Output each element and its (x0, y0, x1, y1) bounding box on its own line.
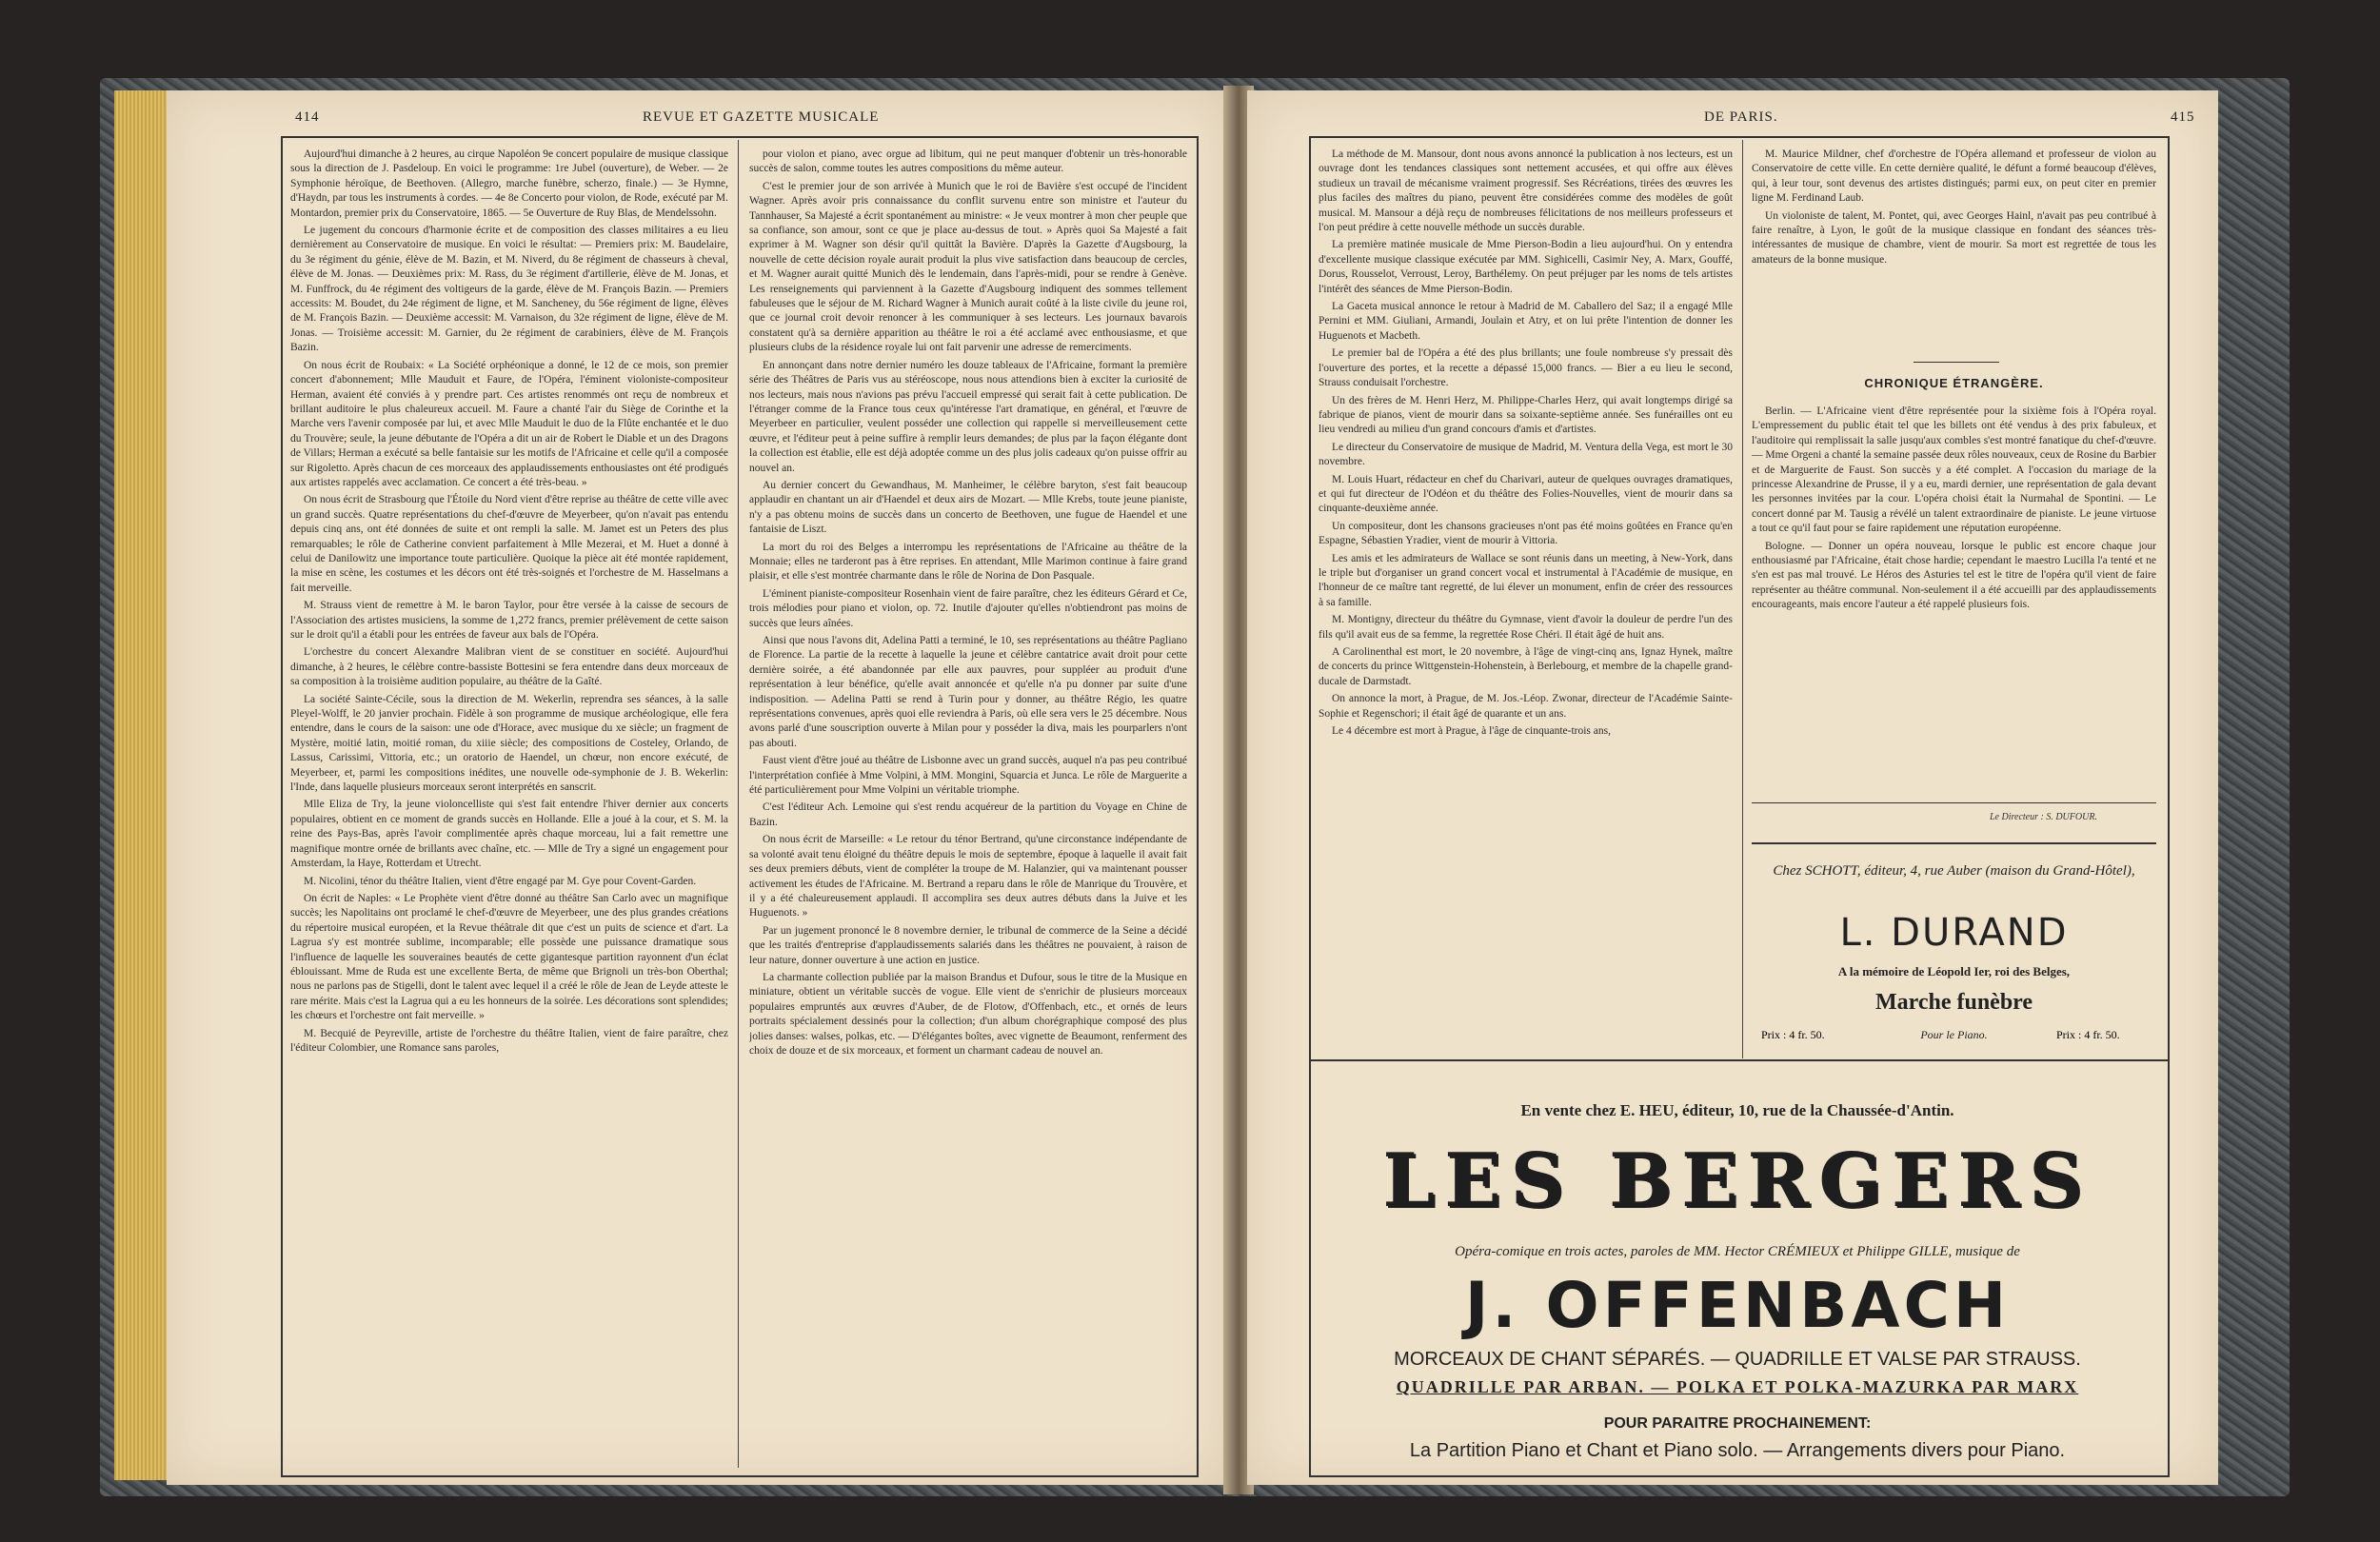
article-paragraph: pour violon et piano, avec orgue ad libitum, qui ne peut manquer d'obtenir un très-honorable succès de salon, comme toutes les autres compositions du même auteur. (749, 148, 1187, 175)
bergers-line-4: La Partition Piano et Chant et Piano solo. — Arrangements divers pour Piano. (1409, 1440, 2066, 1461)
short-rule (1914, 362, 1999, 363)
article-paragraph: On écrit de Naples: « Le Prophète vient d'être donné au théâtre San Carlo avec un magnifique succès; les Napolitains ont proclamé le chef-d'œuvre de Meyerbeer, une des plus grandes créations du répertoire musical européen, et la Revue théâtrale dit que c'est un puits de science et d'art. La Lagrua s'y est montrée sublime, incomparable; elle possède une puissance dramatique sous l'influence de laquelle les souveraines beautés de cette gigantesque partition rayonnent d'un éclat éblouissant. Mme de Ruda est une excellente Berta, de même que Brignoli un très-bon Oberthal; nous ne parlons pas de Stigelli, dont le talent avec lequel il a créé le rôle de Jean de Leyde atteste le rare mérite. Mais c'est la Lagrua qui a eu les honneurs de la soirée. Les décorations sont splendides; les chœurs et l'orchestre ont fait merveille. » (290, 892, 728, 1022)
article-paragraph: C'est l'éditeur Ach. Lemoine qui s'est rendu acquéreur de la partition du Voyage en Chine de Bazin. (749, 801, 1187, 828)
article-paragraph: C'est le premier jour de son arrivée à Munich que le roi de Bavière s'est occupé de l'incident Wagner. Après avoir pris connaissance du conflit survenu entre son ministre et l'auteur du Tannhauser, Sa Majesté a écrit spontanément au ministre: « Je veux montrer à mon cher peuple que sa confiance, son amour, sont ce que je place au-dessus de tout. » Après quoi Sa Majesté a fait exprimer à M. Wagner son désir qu'il quittât la Bavière. D'après la Gazette d'Augsbourg, la nouvelle de cette décision royale aurait produit la plus vive satisfaction dans beaucoup de cercles, et M. Wagner aurait quitté Munich dès le lendemain, dans l'après-midi, pour se rendre à Genève. Les renseignements qui parviennent à la Gazette d'Augsbourg indiquent des sommes tellement fabuleuses que le séjour de M. Richard Wagner à Munich aurait coûté à la liste civile du jeune roi, que ce journal croit devoir renoncer à les communiquer à ses lecteurs. Les journaux bavarois constatent qu'à sa dernière apparition au théâtre le roi a été acclamé avec enthousiasme, et que plusieurs clubs de la résidence royale lui ont fait parvenir une adresse de remerciments. (749, 180, 1187, 354)
left-column-2 (749, 148, 1187, 1466)
article-paragraph: Par un jugement prononcé le 8 novembre dernier, le tribunal de commerce de la Seine a décidé que les traités d'entreprise d'applaudissements salariés dans les théâtres ne pouvaient, à raison de leur nature, donner ouverture à une action en justice. (749, 924, 1187, 966)
article-paragraph: M. Becquié de Peyreville, artiste de l'orchestre du théâtre Italien, vient de faire paraître, chez l'éditeur Colombier, une Romance sans paroles, (290, 1027, 728, 1054)
bergers-seller: En vente chez E. HEU, éditeur, 10, rue de la Chaussée-d'Antin. (1520, 1101, 1954, 1119)
bergers-top-rule (1309, 1059, 2168, 1061)
article-paragraph: La charmante collection publiée par la maison Brandus et Dufour, sous le titre de la Musique en miniature, obtient un véritable succès de vogue. Elle vient de s'enrichir de plusieurs morceaux populaires empruntés aux œuvres d'Auber, de de Flotow, d'Offenbach, etc., et ornés de leurs portraits spécialement dessinés pour la collection; d'un album chorégraphique composé des plus jolies danses: walses, polkas, etc. — D'élégantes boîtes, avec vignette de Beaumont, renferment des choix de douze et de six morceaux, et forment un charmant cadeau de nouvel an. (749, 971, 1187, 1057)
bergers-line-3: POUR PARAITRE PROCHAINEMENT: (1603, 1415, 1872, 1432)
article-paragraph: L'éminent pianiste-compositeur Rosenhain vient de faire paraître, chez les éditeurs Gérard et Ce, trois mélodies pour piano et violon, op. 72. Inutile d'ajouter qu'elles n'obtiendront pas moins de succès que leurs aînées. (749, 587, 1187, 629)
article-paragraph: Mlle Eliza de Try, la jeune violoncelliste qui s'est fait entendre l'hiver dernier aux concerts populaires, obtient en ce moment de grands succès en Hollande. Elle a joué à la cour, et S. M. la reine des Pays-Bas, après l'avoir complimentée après chaque morceau, lui a fait remettre une magnifique montre ornée de brillants avec chaîne, etc. — Mlle de Try a signé un engagement pour Amsterdam, la Haye, Rotterdam et Utrecht. (290, 799, 728, 870)
article-paragraph: Faust vient d'être joué au théâtre de Lisbonne avec un grand succès, auquel n'a pas peu contribué l'interprétation confiée à Mme Volpini, à MM. Mongini, Squarcia et Junca. Le rôle de Marguerite a été particulièrement pour Mme Volpini un véritable triomphe. (749, 755, 1187, 797)
right-page-number: 415 (2171, 109, 2195, 125)
right-column-rule (1742, 140, 1743, 1058)
article-paragraph: M. Maurice Mildner, chef d'orchestre de l'Opéra allemand et professeur de violon au Conservatoire de cette ville. En cette dernière qualité, le défunt a formé beaucoup d'élèves, qui, à leur tour, sont devenus des artistes distingués; parmi eux, on peut citer en premier ligne M. Ferdinand Laub. (1752, 148, 2156, 205)
durand-price-right: Prix : 4 fr. 50. (2056, 1028, 2120, 1041)
right-column-1 (1319, 148, 1733, 1052)
bergers-line-1: MORCEAUX DE CHANT SÉPARÉS. — QUADRILLE ET VALSE PAR STRAUSS. (1394, 1349, 2081, 1370)
chronique-title: CHRONIQUE ÉTRANGÈRE. (1864, 376, 2044, 390)
right-running-head: DE PARIS. (1704, 109, 1778, 125)
article-paragraph: Aujourd'hui dimanche à 2 heures, au cirque Napoléon 9e concert populaire de musique classique sous la direction de J. Pasdeloup. En voici le programme: 1re Jubel (ouverture), de Weber. — 2e Symphonie héroïque, de Beethoven. (Allegro, marche funèbre, scherzo, finale.) — 3e Hymne, d'Haydn, par tous les instruments à cordes. — 4e 8e Concerto pour violon, de Rode, exécuté par M. Montardon, premier prix du Conservatoire, 1865. — 5e Ouverture de Ruy Blas, de Mendelssohn. (290, 148, 728, 219)
durand-composer: L. DURAND (1839, 911, 2069, 955)
article-paragraph: Un compositeur, dont les chansons gracieuses n'ont pas été moins goûtées en France qu'en Espagne, Sébastien Yradier, vient de mourir à Vittoria. (1319, 520, 1733, 547)
book-fore-edge (114, 90, 171, 1480)
right-column-2 (1752, 148, 2156, 338)
article-paragraph: On nous écrit de Roubaix: « La Société orphéonique a donné, le 12 de ce mois, son premier concert d'abonnement; Mlle Mauduit et Faure, de l'Opéra, l'éminent violoniste-compositeur Herman, avaient été conviés à y prendre part. Ces artistes renommés ont reçu de nombreux et brillant auditoire le plus chaleureux accueil. M. Faure a chanté l'air du Siège de Corinthe et la Marche vers l'avenir composée par lui, et avec Mlle Mauduit le duo de la Flûte enchantée et le duo du Trouvère; seule, la jeune débutante de l'Opéra a dit un air de Robert le Diable et un des Dragons de Villars; Herman a exécuté sa belle fantaisie sur les motifs de l'Africaine et celle qu'il a composée sur Rigoletto. Après chacun de ces morceaux des applaudissements enthousiastes ont été prodigués aux artistes rappelés avec acclamation. Ce concert a été très-beau. » (290, 359, 728, 488)
article-paragraph: Le 4 décembre est mort à Prague, à l'âge de cinquante-trois ans, (1332, 725, 1611, 738)
durand-instrument: Pour le Piano. (1920, 1028, 1988, 1041)
durand-publisher: Chez SCHOTT, éditeur, 4, rue Auber (maison du Grand-Hôtel), (1773, 863, 2135, 879)
durand-price-left: Prix : 4 fr. 50. (1761, 1028, 1825, 1041)
article-paragraph: On nous écrit de Marseille: « Le retour du ténor Bertrand, qu'une circonstance indépendante de sa volonté avait tenu éloigné du théâtre depuis le mois de septembre, époque à laquelle il avait fait ses deux premiers débuts, vient de compléter la troupe de M. Halanzier, qui va maintenant pousser activement les études de l'Africaine. M. Bertrand a reparu dans le rôle de Manrique du Trouvère, et il y a été chaleureusement applaudi. Il accomplira ses deux autres débuts dans la Juive et les Huguenots. » (749, 834, 1187, 919)
article-paragraph: En annonçant dans notre dernier numéro les douze tableaux de l'Africaine, formant la première série des Théâtres de Paris vus au stéréoscope, nous nous attendions bien à exciter la curiosité de nos lecteurs, mais nous n'avions pas prévu l'accueil empressé qui serait fait à cette publication. De l'étranger comme de la France tous ceux qu'intéresse l'art dramatique, en général, et l'œuvre de Meyerbeer en particulier, veulent posséder une collection qui rappelle si merveilleusement cette œuvre, et l'éditeur peut à peine suffire à remplir leurs demandes; de plus par la façon élégante dont la collection est établie, elle est déjà adoptée comme un des plus jolis cadeaux qu'on puisse offrir au nouvel an. (749, 359, 1187, 474)
article-paragraph: M. Nicolini, ténor du théâtre Italien, vient d'être engagé par M. Gye pour Covent-Garden. (304, 875, 697, 887)
bergers-composer: J. OFFENBACH (1464, 1269, 2011, 1342)
article-paragraph: M. Montigny, directeur du théâtre du Gymnase, vient d'avoir la douleur de perdre l'un des fils qu'il avait eus de sa femme, la regrettée Rose Chéri. Il était âgé de huit ans. (1319, 614, 1733, 641)
left-page (167, 90, 1228, 1485)
article-paragraph: Le directeur du Conservatoire de musique de Madrid, M. Ventura della Vega, est mort le 30 novembre. (1319, 441, 1733, 468)
bergers-line-2: QUADRILLE PAR ARBAN. — POLKA ET POLKA-MAZURKA PAR MARX (1396, 1377, 2079, 1396)
article-paragraph: La société Sainte-Cécile, sous la direction de M. Wekerlin, reprendra ses séances, à la salle Pleyel-Wolff, le 20 janvier prochain. Fidèle à son programme de musique archéologique, elle fera entendre, dans le cours de la saison: une ode d'Horace, avec musique du xe siècle; un fragment de Mystère, moitié latin, moitié roman, du xiiie siècle; des compositions de Costeley, Orlando, de Lassus, Carissimi, Vittoria, etc.; un oratorio de Haendel, un chœur, non encore exécuté, de Meyerbeer, et, parmi les compositions inédites, une nouvelle ode-symphonie de J. B. Wekerlin: l'Inde, dans laquelle plusieurs morceaux seront interprétés en sanscrit. (290, 693, 728, 794)
left-page-number: 414 (295, 109, 320, 125)
left-running-head: REVUE ET GAZETTE MUSICALE (643, 109, 880, 125)
article-paragraph: La mort du roi des Belges a interrompu les représentations de l'Africaine au théâtre de la Monnaie; elles ne tarderont pas à être reprises. En attendant, Mlle Marimon continue à faire grand plaisir, et elle s'est montrée charmante dans le rôle de Norina de Don Pasquale. (749, 541, 1187, 583)
article-paragraph: La première matinée musicale de Mme Pierson-Bodin a lieu aujourd'hui. On y entendra d'excellente musique classique exécutée par MM. Sighicelli, Casimir Ney, A. Marx, Gouffé, Dorus, Rousselot, Verroust, Leroy, Barthélemy. On peut préjuger par les noms de tels artistes l'intérêt des séances de Mme Pierson-Bodin. (1319, 239, 1733, 295)
article-paragraph: M. Louis Huart, rédacteur en chef du Charivari, auteur de quelques ouvrages dramatiques, et qui fut directeur de l'Odéon et du théâtre des Folies-Nouvelles, vient de mourir dans sa cinquante-deuxième année. (1319, 473, 1733, 515)
article-paragraph: Au dernier concert du Gewandhaus, M. Manheimer, le célèbre baryton, s'est fait beaucoup applaudir en chantant un air d'Haendel et deux airs de Mozart. — Mlle Krebs, toute jeune pianiste, n'y a pas obtenu moins de succès dans un concerto de Beethoven, une fugue de Haendel et une fantaisie de Liszt. (749, 479, 1187, 536)
article-paragraph: Un violoniste de talent, M. Pontet, qui, avec Georges Hainl, n'avait pas peu contribué à faire renaître, à Lyon, le goût de la musique classique en fondant des séances très-intéressantes de musique de chambre, vient de mourir. Sa mort est regrettée de tous les amateurs de la bonne musique. (1752, 209, 2156, 266)
article-paragraph: Les amis et les admirateurs de Wallace se sont réunis dans un meeting, à New-York, dans le triple but d'organiser un grand concert vocal et instrumental à l'Académie de musique, en l'honneur de ce maître tant regretté, de lui élever un monument, enfin de créer des ressources à sa famille. (1319, 552, 1733, 608)
durand-dedication: A la mémoire de Léopold Ier, roi des Belges, (1837, 964, 2071, 979)
chronique-paragraph: Bologne. — Donner un opéra nouveau, lorsque le public est encore chaque jour enthousiasmé par l'Africaine, était chose hardie; cependant le maestro Lucilla l'a tenté et ne s'en est pas mal trouvé. Le Héros des Asturies tel est le titre de l'opéra qu'il vient de faire représenter au théâtre communal. Non-seulement il a été accueilli par des applaudissements encourageants, mais encore l'auteur a été rappelé plusieurs fois. (1752, 540, 2156, 611)
article-paragraph: M. Strauss vient de remettre à M. le baron Taylor, pour être versée à la caisse de secours de l'Association des artistes musiciens, la somme de 1,272 francs, premier prélèvement de cette saison sur le droit qu'il a établi pour les entrées de faveur aux bals de l'Opéra. (290, 600, 728, 641)
director-signature: Le Directeur : S. DUFOUR. (1990, 812, 2097, 822)
right-page (1247, 90, 2218, 1485)
article-paragraph: A Carolinenthal est mort, le 20 novembre, à l'âge de vingt-cinq ans, Ignaz Hynek, maître de concerts du prince Wittgenstein-Hohenstein, à Berlebourg, et membre de la chapelle grand-ducale de Darmstadt. (1319, 646, 1733, 687)
durand-top-rule (1752, 842, 2156, 844)
article-paragraph: Le jugement du concours d'harmonie écrite et de composition des classes militaires a eu lieu dernièrement au Conservatoire de musique. En voici le résultat: — Premiers prix: M. Baudelaire, du 3e régiment du génie, élève de M. Bazin, et M. Niverd, du 8e régiment de chasseurs à cheval, élève de M. Jonas. — Deuxièmes prix: M. Rass, du 3e régiment d'artillerie, élève de M. Jonas, et M. Funffrock, du 4e régiment des voltigeurs de la garde, élève de M. François Bazin. — Premiers accessits: M. Boudet, du 24e régiment de ligne, et M. Sancheney, du 56e régiment de ligne, élèves de M. François Bazin. — Deuxième accessit: M. Varnaison, du 32e régiment de ligne, élève de M. Jonas. — Troisième accessit: M. Garnier, du 2e régiment de carabiniers, élève de M. François Bazin. (290, 225, 728, 354)
article-paragraph: On annonce la mort, à Prague, de M. Jos.-Léop. Zwonar, directeur de l'Académie Sainte-Sophie et Regenschori; il était âgé de quarante et un ans. (1319, 693, 1733, 720)
article-paragraph: Le premier bal de l'Opéra a été des plus brillants; une foule nombreuse s'y pressait dès l'ouverture des portes, et la recette a dépassé 15,000 francs. — Bier a eu lieu le second, Strauss conduisait l'orchestre. (1319, 347, 1733, 389)
article-paragraph: La Gaceta musical annonce le retour à Madrid de M. Caballero del Saz; il a engagé Mlle Pernini et MM. Giuliani, Armandi, Joulain et Atry, et on lui prête l'intention de donner les Huguenots et Macbeth. (1319, 301, 1733, 342)
article-paragraph: L'orchestre du concert Alexandre Malibran vient de se constituer en société. Aujourd'hui dimanche, à 2 heures, le célèbre contre-bassiste Bottesini se fera entendre dans deux morceaux de sa composition à la troisième audition populaire, au théâtre de la Gaîté. (290, 646, 728, 688)
bergers-title: LES BERGERS (1382, 1137, 2092, 1224)
durand-title: Marche funèbre (1874, 990, 2033, 1015)
bergers-subtitle: Opéra-comique en trois actes, paroles de MM. Hector CRÉMIEUX et Philippe GILLE, musique de (1455, 1244, 2020, 1259)
left-column-rule (738, 140, 739, 1468)
chronique-rule (1752, 802, 2156, 803)
article-paragraph: La méthode de M. Mansour, dont nous avons annoncé la publication à nos lecteurs, est un ouvrage dont les tendances classiques sont nettement accusées, et qui offre aux élèves studieux un travail de mécanisme vraiment progressif. Ses Récréations, tirées des œuvres les plus faciles des maîtres du piano, peuvent être considérées comme des modèles de goût musical. M. Mansour a déjà reçu de nombreuses félicitations de nos meilleurs professeurs et l'on peut prédire à cette nouvelle méthode un succès durable. (1319, 148, 1733, 234)
chronique-paragraph: Berlin. — L'Africaine vient d'être représentée pour la sixième fois à l'Opéra royal. L'empressement du public était tel que les billets ont été vendus à des prix fabuleux, et l'auditoire qui remplissait la salle jusqu'aux combles s'est montré fanatique du chef-d'œuvre. — Mme Orgeni a chanté la semaine passée deux rôles nouveaux, ceux de Rosine du Barbier et de Marguerite de Faust. Son succès y a été complet. A l'occasion du mariage de la princesse Alexandrine de Prusse, il y a eu, mardi dernier, une représentation de gala devant les personnes invitées par la cour. L'opéra choisi était la Nurmahal de Spontini. — Le concert donné par M. Tausig a révélé un talent extraordinaire de pianiste. Le jeune virtuose a tout ce qu'il faut pour se faire rapidement une réputation européenne. (1752, 405, 2156, 535)
left-column-1 (290, 148, 728, 1466)
chronique-etrangere (1752, 405, 2156, 795)
article-paragraph: On nous écrit de Strasbourg que l'Étoile du Nord vient d'être reprise au théâtre de cette ville avec un grand succès. Quatre représentations du chef-d'œuvre de Meyerbeer, qu'on n'avait pas entendu depuis cinq ans, ont été données de suite et ont rempli la salle. M. Jamet est un Peters des plus remarquables; le rôle de Catherine convient parfaitement à Mlle Mezerai, et M. Huet a donné à celui de Danilowitz une importance toute particulière. Quoique la pièce ait été montée rapidement, la mise en scène, les costumes et les décors ont été très-soignés et l'orchestre de M. Hasselmans a fait merveille. (290, 494, 728, 594)
article-paragraph: Ainsi que nous l'avons dit, Adelina Patti a terminé, le 10, ses représentations au théâtre Pagliano de Florence. La partie de la recette à laquelle la jeune et célèbre cantatrice avait droit pour cette dernière soirée, a été abandonnée par elle aux pauvres, pour suppléer au produit d'une représentation à leur bénéfice, qu'elle avait annoncée et qu'elle n'a pu donner par suite d'une indisposition. — Adelina Patti se rend à Turin pour y donner, au théâtre Régio, les quatre représentations convenues, après quoi elle reviendra à Paris, où elle sera vers le 25 décembre. Nous avons parlé d'une souscription ouverte à Milan pour y posséder la diva, mais les pourparlers n'ont pas abouti. (749, 635, 1187, 749)
article-paragraph: Un des frères de M. Henri Herz, M. Philippe-Charles Herz, qui avait longtemps dirigé sa fabrique de pianos, vient de mourir dans sa soixante-septième année. Ses funérailles ont eu lieu vendredi au milieu d'un grand concours d'amis et d'artistes. (1319, 394, 1733, 436)
